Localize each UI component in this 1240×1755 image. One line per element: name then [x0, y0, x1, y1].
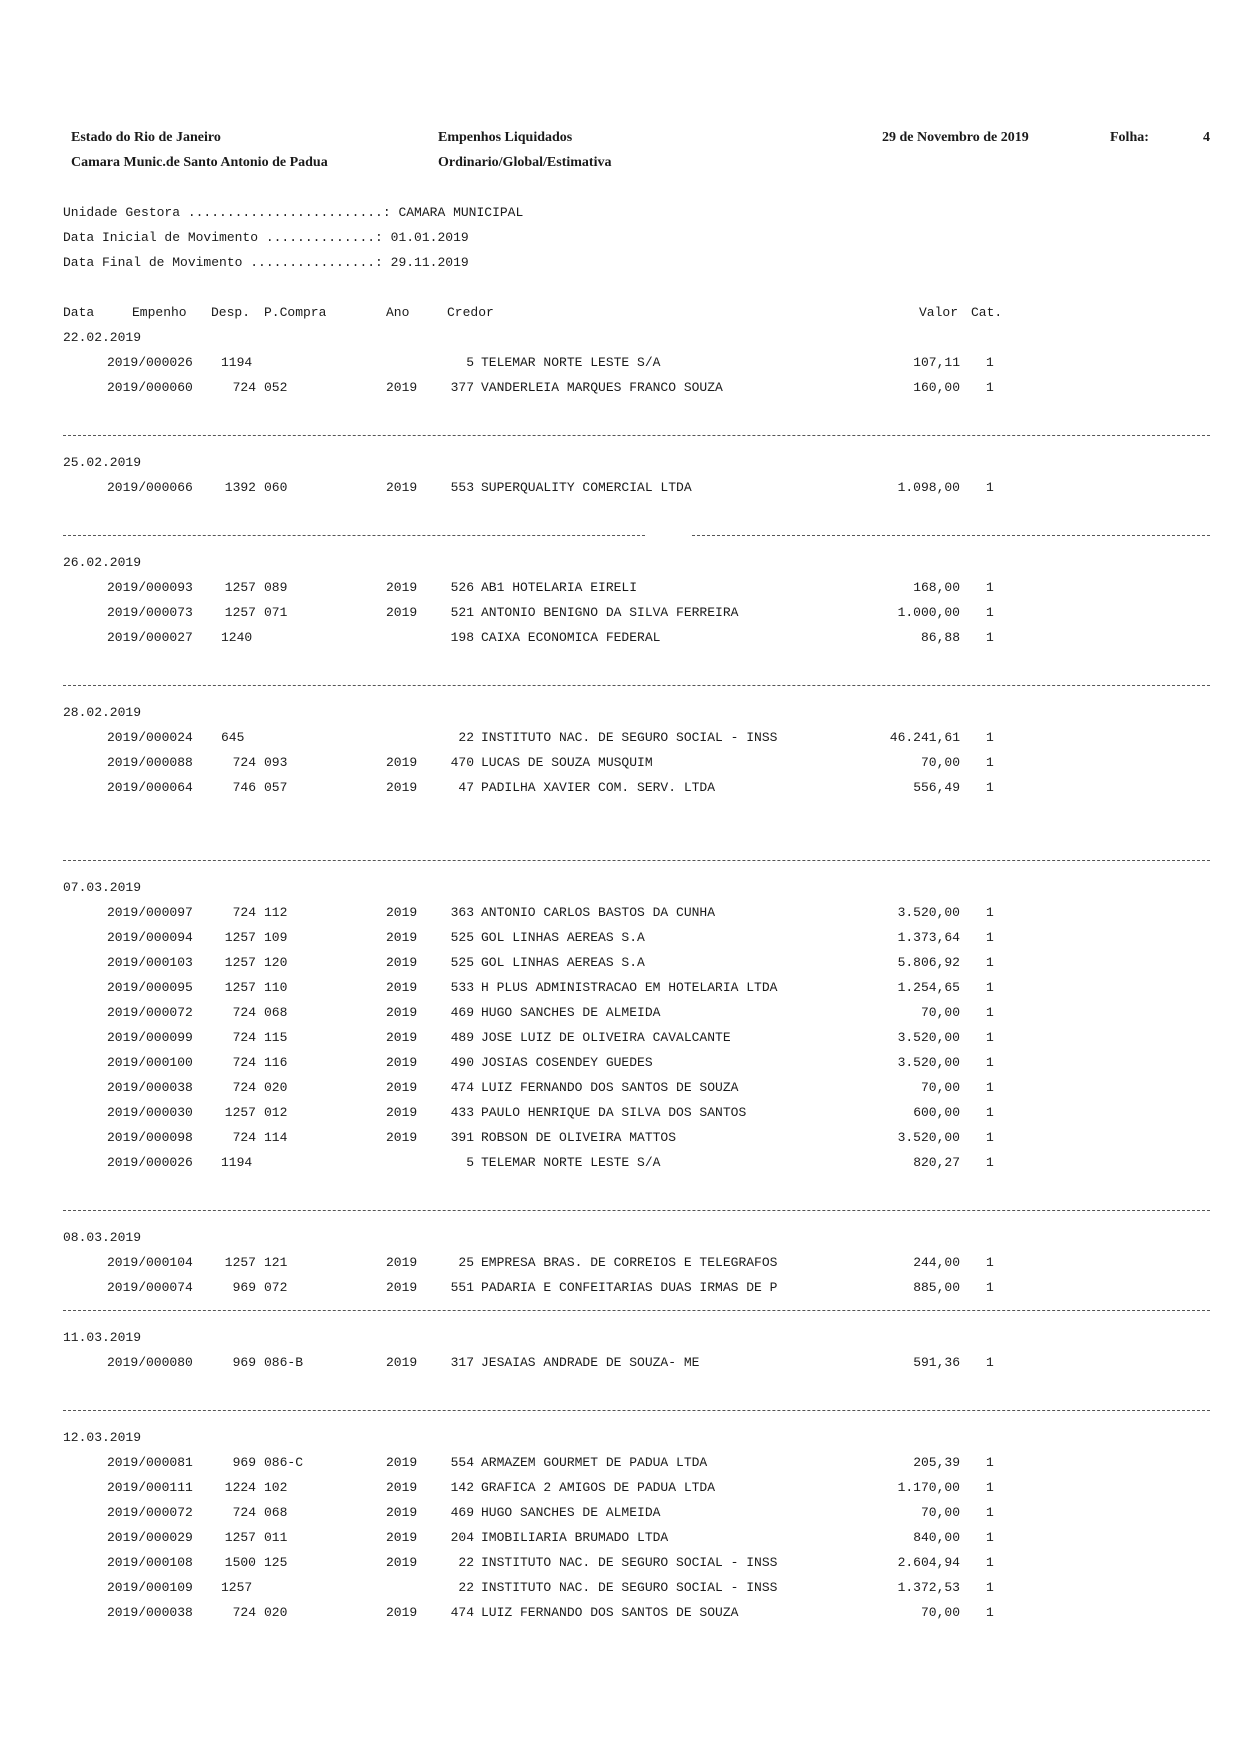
desp-cell: 969 [232, 1280, 256, 1295]
pcompra-cell: 115 [264, 1030, 288, 1045]
empenho-cell: 2019/000109 [107, 1580, 193, 1595]
ano-cell: 2019 [386, 580, 418, 595]
cat-cell: 1 [986, 955, 994, 970]
empenho-cell: 2019/000100 [107, 1055, 193, 1070]
empenho-cell: 2019/000038 [107, 1605, 193, 1620]
credor-code-cell: 526 [450, 580, 474, 595]
valor-cell: 3.520,00 [897, 905, 960, 920]
valor-cell: 86,88 [920, 630, 960, 645]
valor-cell: 70,00 [920, 1605, 960, 1620]
table-row [0, 1480, 1240, 1505]
desp-cell: 724 [232, 755, 256, 770]
valor-cell: 591,36 [913, 1355, 960, 1370]
empenho-cell: 2019/000026 [107, 355, 193, 370]
credor-code-cell: 22 [458, 730, 474, 745]
cat-cell: 1 [986, 1005, 994, 1020]
group-date: 26.02.2019 [63, 555, 142, 570]
table-row [0, 1105, 1240, 1130]
credor-name-cell: EMPRESA BRAS. DE CORREIOS E TELEGRAFOS [481, 1255, 778, 1270]
col-credor: Credor [447, 305, 494, 320]
cat-cell: 1 [986, 1605, 994, 1620]
separator-line [63, 860, 1210, 861]
empenho-cell: 2019/000072 [107, 1505, 193, 1520]
pcompra-cell: 112 [264, 905, 288, 920]
col-desp: Desp. [211, 305, 251, 320]
separator-line [63, 435, 1210, 436]
desp-cell: 724 [232, 380, 256, 395]
credor-name-cell: HUGO SANCHES DE ALMEIDA [481, 1005, 661, 1020]
credor-name-cell: IMOBILIARIA BRUMADO LTDA [481, 1530, 669, 1545]
table-row [0, 1080, 1240, 1105]
table-row [0, 1530, 1240, 1555]
empenho-cell: 2019/000098 [107, 1130, 193, 1145]
valor-cell: 5.806,92 [897, 955, 960, 970]
desp-cell: 1257 [224, 930, 256, 945]
desp-cell: 1257 [221, 1580, 253, 1595]
empenho-cell: 2019/000111 [107, 1480, 193, 1495]
cat-cell: 1 [986, 1080, 994, 1095]
table-row [0, 1505, 1240, 1530]
valor-cell: 70,00 [920, 755, 960, 770]
report-subtitle: Ordinario/Global/Estimativa [438, 155, 612, 170]
table-row [0, 1455, 1240, 1480]
pcompra-cell: 121 [264, 1255, 288, 1270]
empenho-cell: 2019/000030 [107, 1105, 193, 1120]
empenho-cell: 2019/000093 [107, 580, 193, 595]
desp-cell: 1257 [224, 980, 256, 995]
pcompra-cell: 089 [264, 580, 288, 595]
report-title: Empenhos Liquidados [438, 130, 573, 145]
pcompra-cell: 086-C [264, 1455, 304, 1470]
credor-name-cell: CAIXA ECONOMICA FEDERAL [481, 630, 661, 645]
desp-cell: 1224 [224, 1480, 256, 1495]
cat-cell: 1 [986, 1505, 994, 1520]
pcompra-cell: 125 [264, 1555, 288, 1570]
credor-code-cell: 391 [450, 1130, 474, 1145]
table-row [0, 955, 1240, 980]
pcompra-cell: 110 [264, 980, 288, 995]
table-row [0, 1555, 1240, 1580]
credor-code-cell: 198 [450, 630, 474, 645]
valor-cell: 1.373,64 [897, 930, 960, 945]
valor-cell: 107,11 [913, 355, 960, 370]
col-empenho: Empenho [132, 305, 187, 320]
pcompra-cell: 072 [264, 1280, 288, 1295]
group-date: 22.02.2019 [63, 330, 142, 345]
desp-cell: 724 [232, 1055, 256, 1070]
ano-cell: 2019 [386, 1355, 418, 1370]
valor-cell: 1.170,00 [897, 1480, 960, 1495]
ano-cell: 2019 [386, 780, 418, 795]
valor-cell: 70,00 [920, 1505, 960, 1520]
credor-name-cell: JOSE LUIZ DE OLIVEIRA CAVALCANTE [481, 1030, 731, 1045]
valor-cell: 885,00 [913, 1280, 960, 1295]
group-date: 11.03.2019 [63, 1330, 142, 1345]
credor-code-cell: 317 [450, 1355, 474, 1370]
ano-cell: 2019 [386, 1530, 418, 1545]
separator-line [692, 535, 1210, 536]
credor-code-cell: 553 [450, 480, 474, 495]
desp-cell: 1257 [224, 580, 256, 595]
empenho-cell: 2019/000103 [107, 955, 193, 970]
ano-cell: 2019 [386, 955, 418, 970]
credor-code-cell: 474 [450, 1080, 474, 1095]
table-row [0, 355, 1240, 380]
ano-cell: 2019 [386, 1605, 418, 1620]
credor-name-cell: SUPERQUALITY COMERCIAL LTDA [481, 480, 692, 495]
credor-name-cell: PADILHA XAVIER COM. SERV. LTDA [481, 780, 716, 795]
credor-name-cell: LUIZ FERNANDO DOS SANTOS DE SOUZA [481, 1605, 739, 1620]
folha-label: Folha: [1110, 130, 1149, 145]
cat-cell: 1 [986, 780, 994, 795]
cat-cell: 1 [986, 1555, 994, 1570]
pcompra-cell: 116 [264, 1055, 288, 1070]
pcompra-cell: 086-B [264, 1355, 304, 1370]
valor-cell: 3.520,00 [897, 1030, 960, 1045]
valor-cell: 840,00 [913, 1530, 960, 1545]
credor-code-cell: 469 [450, 1005, 474, 1020]
credor-name-cell: JESAIAS ANDRADE DE SOUZA- ME [481, 1355, 700, 1370]
empenho-cell: 2019/000038 [107, 1080, 193, 1095]
valor-cell: 1.000,00 [897, 605, 960, 620]
pcompra-cell: 109 [264, 930, 288, 945]
col-data: Data [63, 305, 95, 320]
ano-cell: 2019 [386, 1030, 418, 1045]
credor-name-cell: PADARIA E CONFEITARIAS DUAS IRMAS DE P [481, 1280, 778, 1295]
desp-cell: 1257 [224, 1105, 256, 1120]
valor-cell: 160,00 [913, 380, 960, 395]
pcompra-cell: 102 [264, 1480, 288, 1495]
group-date: 28.02.2019 [63, 705, 142, 720]
credor-name-cell: GRAFICA 2 AMIGOS DE PADUA LTDA [481, 1480, 716, 1495]
cat-cell: 1 [986, 605, 994, 620]
valor-cell: 820,27 [913, 1155, 960, 1170]
table-row [0, 1130, 1240, 1155]
header-council: Camara Munic.de Santo Antonio de Padua [71, 155, 328, 170]
report-date: 29 de Novembro de 2019 [882, 130, 1029, 145]
pcompra-cell: 052 [264, 380, 288, 395]
desp-cell: 1257 [224, 605, 256, 620]
ano-cell: 2019 [386, 1455, 418, 1470]
empenho-cell: 2019/000073 [107, 605, 193, 620]
pcompra-cell: 011 [264, 1530, 288, 1545]
table-row [0, 905, 1240, 930]
credor-code-cell: 490 [450, 1055, 474, 1070]
credor-name-cell: LUCAS DE SOUZA MUSQUIM [481, 755, 653, 770]
table-row [0, 380, 1240, 405]
credor-code-cell: 525 [450, 930, 474, 945]
info-data-inicial: Data Inicial de Movimento ..............: 01.01.2019 [63, 230, 469, 245]
credor-name-cell: HUGO SANCHES DE ALMEIDA [481, 1505, 661, 1520]
empenho-cell: 2019/000080 [107, 1355, 193, 1370]
info-unidade: Unidade Gestora .........................: CAMARA MUNICIPAL [63, 205, 524, 220]
pcompra-cell: 020 [264, 1605, 288, 1620]
desp-cell: 1257 [224, 1530, 256, 1545]
table-row [0, 630, 1240, 655]
desp-cell: 645 [221, 730, 245, 745]
table-row [0, 755, 1240, 780]
cat-cell: 1 [986, 1580, 994, 1595]
col-cat: Cat. [971, 305, 1003, 320]
desp-cell: 724 [232, 1030, 256, 1045]
cat-cell: 1 [986, 355, 994, 370]
ano-cell: 2019 [386, 905, 418, 920]
ano-cell: 2019 [386, 1555, 418, 1570]
table-row [0, 980, 1240, 1005]
empenho-cell: 2019/000088 [107, 755, 193, 770]
credor-name-cell: AB1 HOTELARIA EIRELI [481, 580, 638, 595]
valor-cell: 556,49 [913, 780, 960, 795]
credor-name-cell: ARMAZEM GOURMET DE PADUA LTDA [481, 1455, 708, 1470]
valor-cell: 46.241,61 [889, 730, 960, 745]
col-pcompra: P.Compra [264, 305, 327, 320]
table-row [0, 1055, 1240, 1080]
table-row [0, 1255, 1240, 1280]
credor-name-cell: INSTITUTO NAC. DE SEGURO SOCIAL - INSS [481, 1555, 778, 1570]
group-date: 12.03.2019 [63, 1430, 142, 1445]
desp-cell: 1392 [224, 480, 256, 495]
desp-cell: 1194 [221, 355, 253, 370]
empenho-cell: 2019/000029 [107, 1530, 193, 1545]
desp-cell: 724 [232, 905, 256, 920]
empenho-cell: 2019/000108 [107, 1555, 193, 1570]
credor-name-cell: TELEMAR NORTE LESTE S/A [481, 355, 661, 370]
cat-cell: 1 [986, 1530, 994, 1545]
ano-cell: 2019 [386, 1080, 418, 1095]
cat-cell: 1 [986, 580, 994, 595]
empenho-cell: 2019/000027 [107, 630, 193, 645]
credor-code-cell: 474 [450, 1605, 474, 1620]
valor-cell: 1.372,53 [897, 1580, 960, 1595]
empenho-cell: 2019/000024 [107, 730, 193, 745]
table-row [0, 480, 1240, 505]
ano-cell: 2019 [386, 480, 418, 495]
cat-cell: 1 [986, 1030, 994, 1045]
desp-cell: 969 [232, 1455, 256, 1470]
cat-cell: 1 [986, 1455, 994, 1470]
cat-cell: 1 [986, 1255, 994, 1270]
empenho-cell: 2019/000099 [107, 1030, 193, 1045]
cat-cell: 1 [986, 380, 994, 395]
ano-cell: 2019 [386, 1505, 418, 1520]
valor-cell: 168,00 [913, 580, 960, 595]
credor-name-cell: ANTONIO CARLOS BASTOS DA CUNHA [481, 905, 716, 920]
credor-code-cell: 377 [450, 380, 474, 395]
credor-name-cell: PAULO HENRIQUE DA SILVA DOS SANTOS [481, 1105, 747, 1120]
credor-name-cell: LUIZ FERNANDO DOS SANTOS DE SOUZA [481, 1080, 739, 1095]
credor-code-cell: 47 [458, 780, 474, 795]
table-row [0, 1280, 1240, 1305]
desp-cell: 1257 [224, 955, 256, 970]
table-row [0, 780, 1240, 805]
pcompra-cell: 068 [264, 1505, 288, 1520]
cat-cell: 1 [986, 1480, 994, 1495]
empenho-cell: 2019/000066 [107, 480, 193, 495]
credor-name-cell: INSTITUTO NAC. DE SEGURO SOCIAL - INSS [481, 730, 778, 745]
ano-cell: 2019 [386, 1480, 418, 1495]
table-row [0, 730, 1240, 755]
cat-cell: 1 [986, 905, 994, 920]
ano-cell: 2019 [386, 605, 418, 620]
credor-code-cell: 22 [458, 1555, 474, 1570]
desp-cell: 1240 [221, 630, 253, 645]
credor-code-cell: 363 [450, 905, 474, 920]
empenho-cell: 2019/000072 [107, 1005, 193, 1020]
empenho-cell: 2019/000094 [107, 930, 193, 945]
credor-code-cell: 5 [466, 355, 474, 370]
credor-code-cell: 525 [450, 955, 474, 970]
pcompra-cell: 060 [264, 480, 288, 495]
credor-code-cell: 489 [450, 1030, 474, 1045]
ano-cell: 2019 [386, 1105, 418, 1120]
credor-code-cell: 551 [450, 1280, 474, 1295]
valor-cell: 205,39 [913, 1455, 960, 1470]
pcompra-cell: 120 [264, 955, 288, 970]
credor-code-cell: 521 [450, 605, 474, 620]
table-row [0, 1005, 1240, 1030]
empenho-cell: 2019/000064 [107, 780, 193, 795]
table-row [0, 580, 1240, 605]
valor-cell: 3.520,00 [897, 1130, 960, 1145]
cat-cell: 1 [986, 1155, 994, 1170]
cat-cell: 1 [986, 480, 994, 495]
info-data-final: Data Final de Movimento ................: 29.11.2019 [63, 255, 469, 270]
ano-cell: 2019 [386, 380, 418, 395]
ano-cell: 2019 [386, 755, 418, 770]
credor-name-cell: ANTONIO BENIGNO DA SILVA FERREIRA [481, 605, 739, 620]
pcompra-cell: 012 [264, 1105, 288, 1120]
ano-cell: 2019 [386, 930, 418, 945]
cat-cell: 1 [986, 1130, 994, 1145]
table-row [0, 1355, 1240, 1380]
pcompra-cell: 093 [264, 755, 288, 770]
desp-cell: 724 [232, 1605, 256, 1620]
credor-name-cell: INSTITUTO NAC. DE SEGURO SOCIAL - INSS [481, 1580, 778, 1595]
ano-cell: 2019 [386, 1055, 418, 1070]
empenho-cell: 2019/000081 [107, 1455, 193, 1470]
pcompra-cell: 068 [264, 1005, 288, 1020]
credor-code-cell: 433 [450, 1105, 474, 1120]
valor-cell: 1.098,00 [897, 480, 960, 495]
desp-cell: 746 [232, 780, 256, 795]
table-row [0, 930, 1240, 955]
credor-name-cell: H PLUS ADMINISTRACAO EM HOTELARIA LTDA [481, 980, 778, 995]
empenho-cell: 2019/000095 [107, 980, 193, 995]
valor-cell: 2.604,94 [897, 1555, 960, 1570]
empenho-cell: 2019/000026 [107, 1155, 193, 1170]
credor-code-cell: 25 [458, 1255, 474, 1270]
desp-cell: 724 [232, 1080, 256, 1095]
separator-line [63, 685, 1210, 686]
cat-cell: 1 [986, 755, 994, 770]
table-row [0, 605, 1240, 630]
table-row [0, 1030, 1240, 1055]
credor-code-cell: 5 [466, 1155, 474, 1170]
empenho-cell: 2019/000074 [107, 1280, 193, 1295]
cat-cell: 1 [986, 1055, 994, 1070]
col-ano: Ano [386, 305, 410, 320]
group-date: 25.02.2019 [63, 455, 142, 470]
valor-cell: 600,00 [913, 1105, 960, 1120]
credor-code-cell: 204 [450, 1530, 474, 1545]
cat-cell: 1 [986, 1105, 994, 1120]
header-state: Estado do Rio de Janeiro [71, 130, 221, 145]
separator-line [63, 1310, 1210, 1311]
credor-code-cell: 22 [458, 1580, 474, 1595]
desp-cell: 1257 [224, 1255, 256, 1270]
ano-cell: 2019 [386, 1255, 418, 1270]
folha-number: 4 [1203, 130, 1210, 145]
separator-line [63, 535, 645, 536]
cat-cell: 1 [986, 1280, 994, 1295]
table-row [0, 1605, 1240, 1630]
pcompra-cell: 114 [264, 1130, 288, 1145]
cat-cell: 1 [986, 630, 994, 645]
credor-code-cell: 470 [450, 755, 474, 770]
separator-line [63, 1210, 1210, 1211]
group-date: 07.03.2019 [63, 880, 142, 895]
valor-cell: 1.254,65 [897, 980, 960, 995]
pcompra-cell: 057 [264, 780, 288, 795]
valor-cell: 3.520,00 [897, 1055, 960, 1070]
empenho-cell: 2019/000104 [107, 1255, 193, 1270]
credor-name-cell: ROBSON DE OLIVEIRA MATTOS [481, 1130, 677, 1145]
empenho-cell: 2019/000060 [107, 380, 193, 395]
credor-code-cell: 533 [450, 980, 474, 995]
desp-cell: 1194 [221, 1155, 253, 1170]
cat-cell: 1 [986, 730, 994, 745]
desp-cell: 724 [232, 1005, 256, 1020]
ano-cell: 2019 [386, 980, 418, 995]
credor-name-cell: GOL LINHAS AEREAS S.A [481, 930, 645, 945]
ano-cell: 2019 [386, 1280, 418, 1295]
empenho-cell: 2019/000097 [107, 905, 193, 920]
valor-cell: 244,00 [913, 1255, 960, 1270]
desp-cell: 969 [232, 1355, 256, 1370]
table-row [0, 1155, 1240, 1180]
group-date: 08.03.2019 [63, 1230, 142, 1245]
credor-name-cell: TELEMAR NORTE LESTE S/A [481, 1155, 661, 1170]
pcompra-cell: 020 [264, 1080, 288, 1095]
cat-cell: 1 [986, 930, 994, 945]
cat-cell: 1 [986, 980, 994, 995]
desp-cell: 724 [232, 1505, 256, 1520]
credor-name-cell: JOSIAS COSENDEY GUEDES [481, 1055, 653, 1070]
col-valor: Valor [919, 305, 959, 320]
desp-cell: 1500 [224, 1555, 256, 1570]
credor-name-cell: VANDERLEIA MARQUES FRANCO SOUZA [481, 380, 723, 395]
pcompra-cell: 071 [264, 605, 288, 620]
credor-name-cell: GOL LINHAS AEREAS S.A [481, 955, 645, 970]
credor-code-cell: 469 [450, 1505, 474, 1520]
credor-code-cell: 554 [450, 1455, 474, 1470]
ano-cell: 2019 [386, 1130, 418, 1145]
desp-cell: 724 [232, 1130, 256, 1145]
valor-cell: 70,00 [920, 1005, 960, 1020]
credor-code-cell: 142 [450, 1480, 474, 1495]
separator-line [63, 1410, 1210, 1411]
cat-cell: 1 [986, 1355, 994, 1370]
valor-cell: 70,00 [920, 1080, 960, 1095]
ano-cell: 2019 [386, 1005, 418, 1020]
table-row [0, 1580, 1240, 1605]
